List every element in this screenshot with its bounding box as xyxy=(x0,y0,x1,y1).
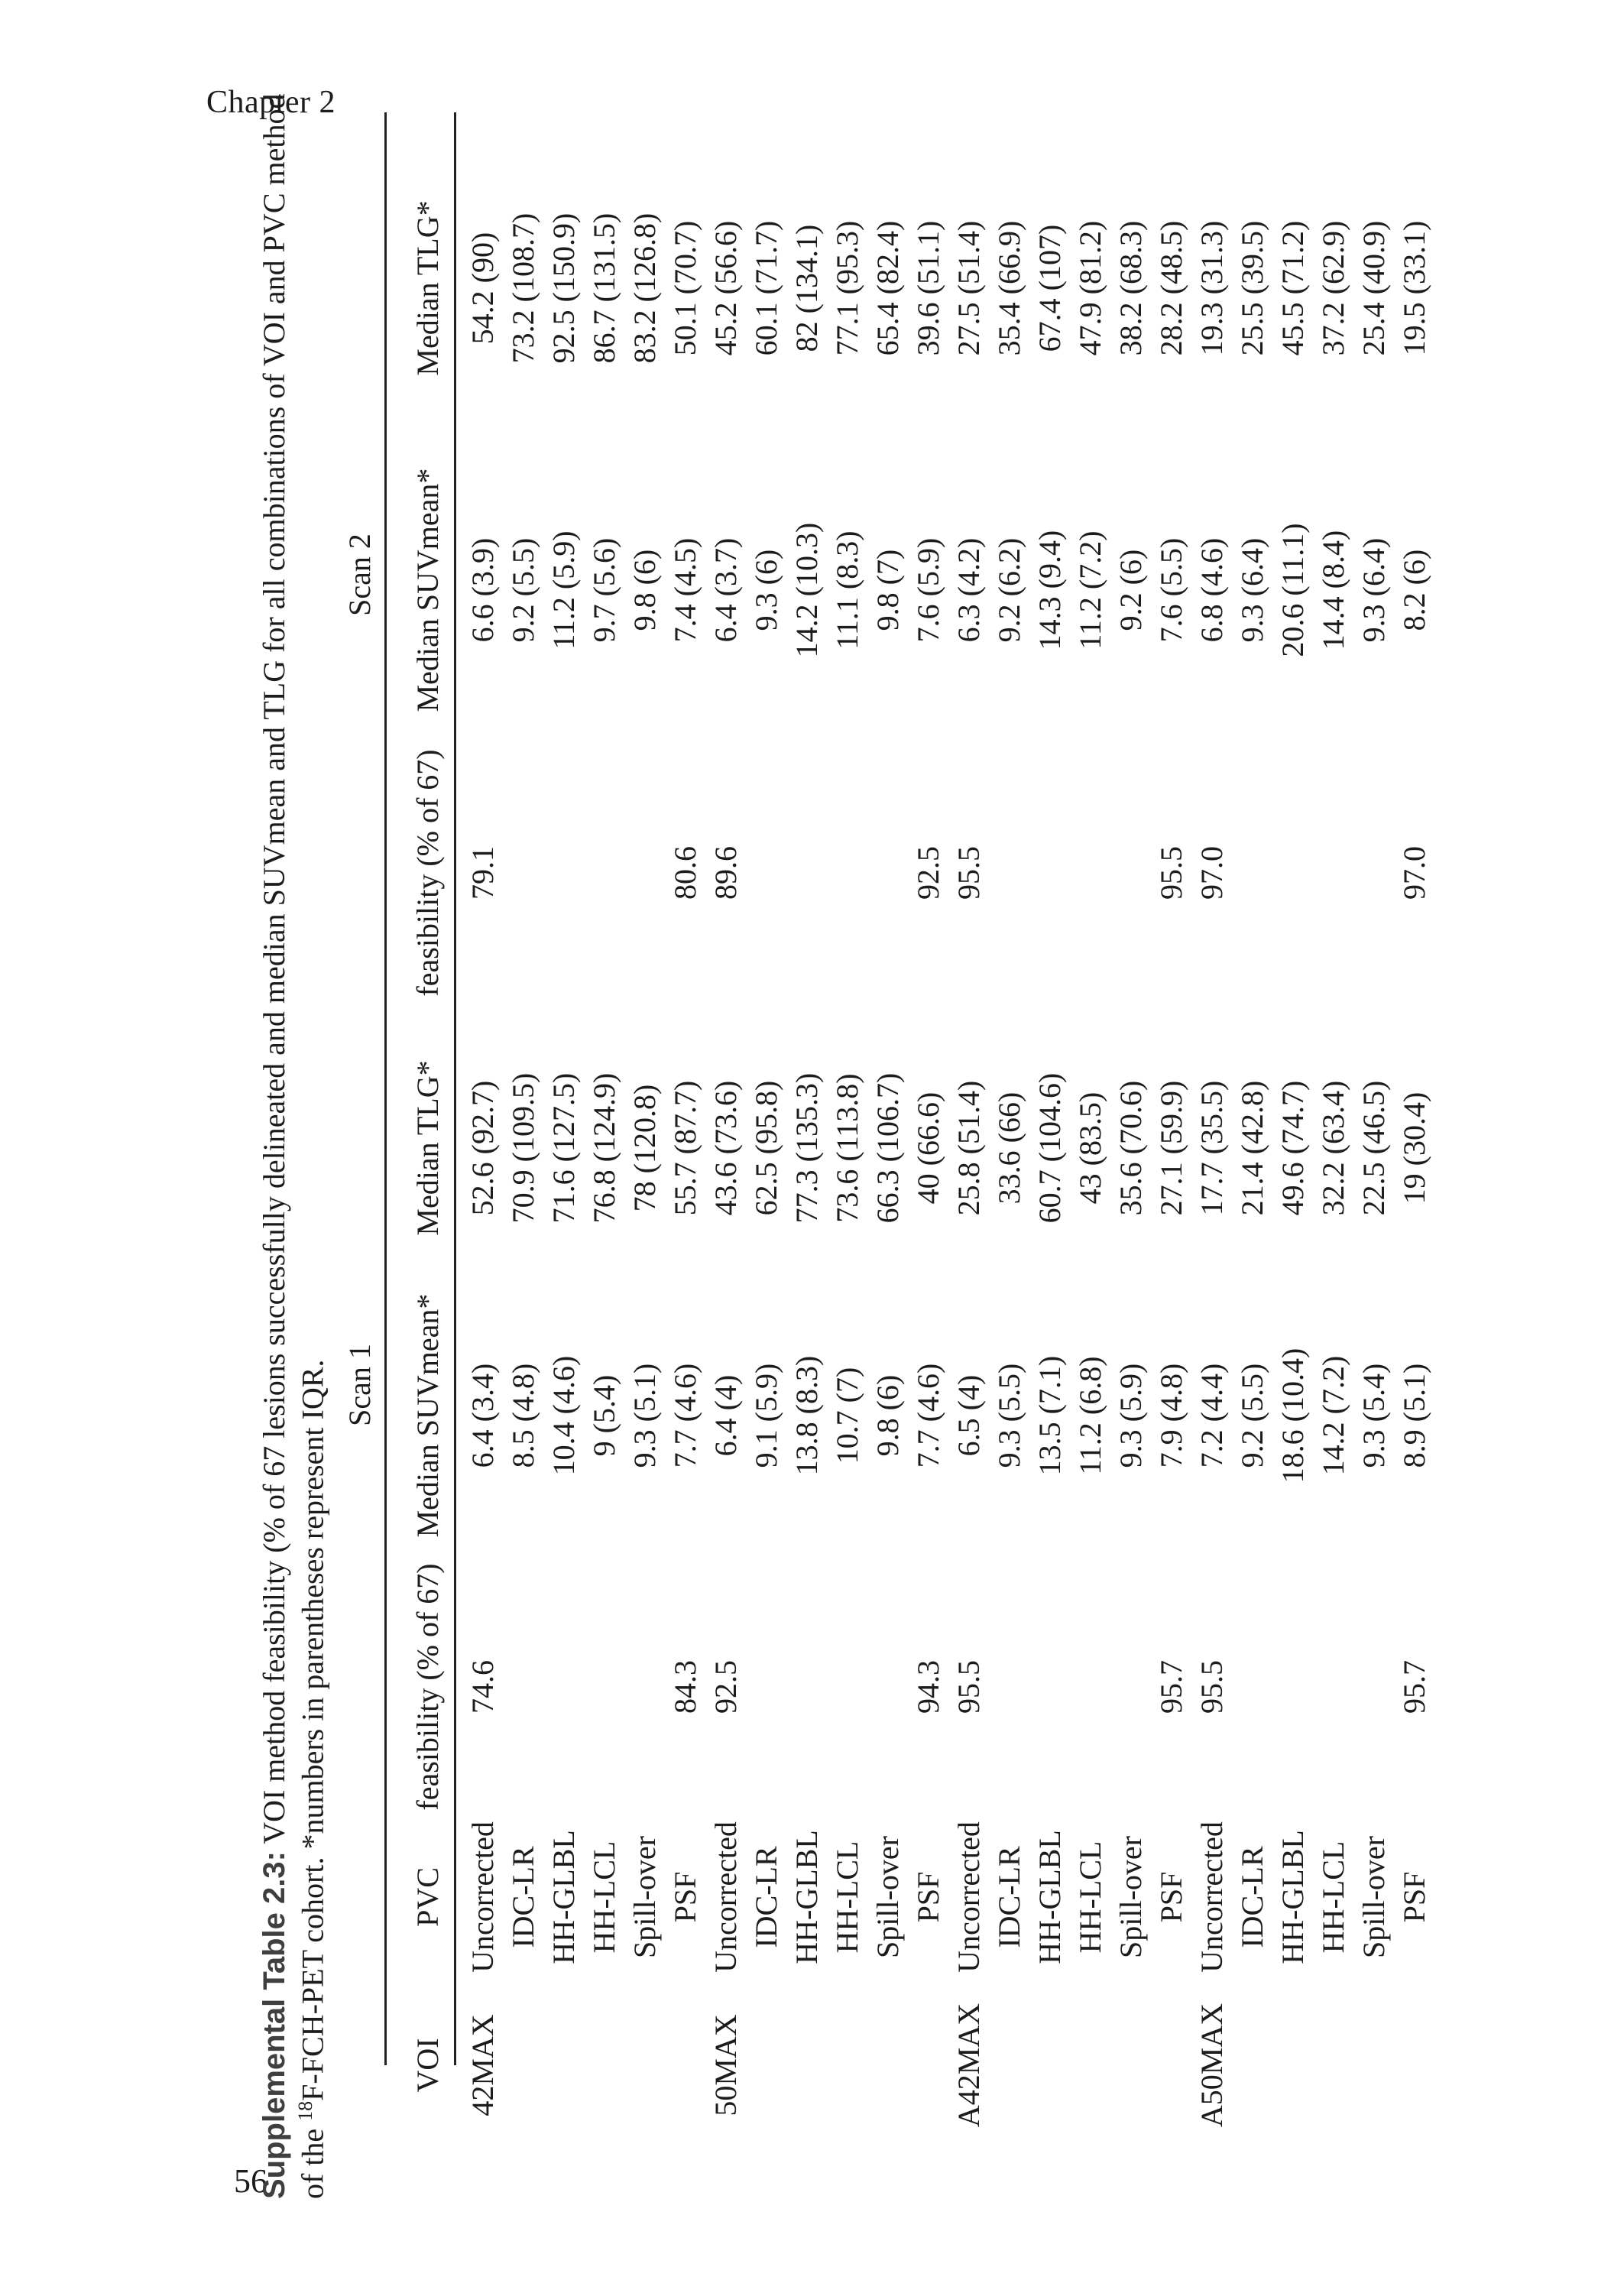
cell-pvc: Uncorrected xyxy=(465,1821,500,1973)
cell-pvc: Spill-over xyxy=(1113,1836,1148,1958)
cell-scan1-feasibility: 95.5 xyxy=(951,1660,986,1714)
cell-scan1-tlg: 66.3 (106.7) xyxy=(870,1072,905,1224)
cell-scan2-tlg: 67.4 (107) xyxy=(1032,224,1067,352)
cell-scan1-tlg: 43.6 (73.6) xyxy=(708,1080,743,1216)
table-caption-label: Supplemental Table 2.3: xyxy=(258,1851,291,2199)
table-row xyxy=(1029,109,1070,2203)
cell-scan1-suvmean: 7.7 (4.6) xyxy=(911,1363,945,1468)
cell-voi: A42MAX xyxy=(951,2003,986,2128)
cell-scan1-suvmean: 11.2 (6.8) xyxy=(1073,1356,1107,1475)
cell-pvc: PSF xyxy=(1397,1871,1431,1923)
cell-scan2-suvmean: 9.8 (6) xyxy=(627,549,662,631)
cell-pvc: IDC-LR xyxy=(506,1846,540,1948)
cell-scan2-feasibility xyxy=(584,731,624,1014)
table-row xyxy=(462,109,503,2203)
cell-scan1-suvmean: 7.7 (4.6) xyxy=(668,1363,702,1468)
cell-scan1-suvmean: 9.3 (5.4) xyxy=(1357,1363,1391,1468)
cell-scan1-tlg: 22.5 (46.5) xyxy=(1357,1080,1391,1216)
cell-scan2-feasibility xyxy=(624,731,665,1014)
cell-scan2-suvmean: 6.3 (4.2) xyxy=(951,537,986,643)
cell-scan2-tlg: 37.2 (62.9) xyxy=(1316,220,1350,356)
cell-scan2-suvmean: 9.2 (5.5) xyxy=(506,537,540,643)
table-row xyxy=(705,109,746,2203)
cell-scan1-feasibility xyxy=(1029,1545,1070,1828)
cell-pvc: IDC-LR xyxy=(992,1846,1026,1948)
cell-scan1-tlg: 55.7 (87.7) xyxy=(668,1080,702,1216)
cell-scan2-feasibility: 89.6 xyxy=(708,846,743,900)
cell-pvc: HH-LCL xyxy=(1073,1841,1107,1954)
table-caption-line2-prefix: of the xyxy=(295,2120,330,2199)
cell-scan2-tlg: 35.4 (66.9) xyxy=(992,220,1026,356)
cell-scan2-suvmean: 9.7 (5.6) xyxy=(587,537,621,643)
cell-scan2-tlg: 25.4 (40.9) xyxy=(1357,220,1391,356)
cell-scan1-tlg: 32.2 (63.4) xyxy=(1316,1080,1350,1216)
cell-scan2-feasibility xyxy=(503,731,543,1014)
cell-scan1-tlg: 43 (83.5) xyxy=(1073,1091,1107,1205)
cell-scan2-feasibility xyxy=(1272,731,1313,1014)
cell-scan2-tlg: 73.2 (108.7) xyxy=(506,212,540,364)
cell-scan2-tlg: 25.5 (39.5) xyxy=(1235,220,1269,356)
cell-scan2-feasibility: 92.5 xyxy=(911,846,945,900)
table-row xyxy=(1313,109,1353,2203)
cell-scan2-feasibility xyxy=(543,731,584,1014)
table-row xyxy=(1191,109,1232,2203)
cell-scan2-suvmean: 7.6 (5.5) xyxy=(1154,537,1188,643)
cell-scan1-suvmean: 9.3 (5.1) xyxy=(627,1363,662,1468)
cell-scan2-tlg: 45.5 (71.2) xyxy=(1276,220,1310,356)
cell-scan1-feasibility xyxy=(786,1545,827,1828)
cell-scan2-tlg: 47.9 (81.2) xyxy=(1073,220,1107,356)
table-rows xyxy=(256,109,1441,2203)
cell-scan1-suvmean: 9.3 (5.5) xyxy=(992,1363,1026,1468)
cell-scan1-tlg: 35.6 (70.6) xyxy=(1113,1080,1148,1216)
cell-scan1-tlg: 49.6 (74.7) xyxy=(1276,1080,1310,1216)
cell-pvc: HH-GLBL xyxy=(1032,1830,1067,1964)
cell-scan1-tlg: 33.6 (66) xyxy=(992,1091,1026,1205)
cell-scan1-feasibility xyxy=(1353,1545,1394,1828)
table-caption-line2-rest: F-FCH-PET cohort. *numbers in parentheses represent IQR. xyxy=(295,1359,330,2101)
cell-scan1-suvmean: 8.9 (5.1) xyxy=(1397,1363,1431,1468)
cell-scan2-feasibility xyxy=(867,731,908,1014)
cell-scan1-suvmean: 18.6 (10.4) xyxy=(1276,1348,1310,1484)
column-header-feasibility-s1: feasibility (% of 67) xyxy=(410,1563,445,1811)
cell-scan1-feasibility: 95.7 xyxy=(1154,1660,1188,1714)
column-header-tlg-s1: Median TLG* xyxy=(410,1060,445,1236)
page-number: 56 xyxy=(234,2162,267,2200)
table-row xyxy=(1151,109,1191,2203)
rotated-supplemental-table xyxy=(256,93,1441,2203)
table-row xyxy=(786,109,827,2203)
column-header-pvc: PVC xyxy=(410,1867,445,1927)
cell-scan2-feasibility xyxy=(1110,731,1151,1014)
cell-scan1-feasibility: 92.5 xyxy=(708,1660,743,1714)
column-header-tlg-s2: Median TLG* xyxy=(410,200,445,376)
cell-scan2-suvmean: 8.2 (6) xyxy=(1397,549,1431,631)
cell-scan1-tlg: 71.6 (127.5) xyxy=(546,1072,581,1224)
cell-scan2-suvmean: 14.3 (9.4) xyxy=(1032,530,1067,650)
cell-scan1-tlg: 25.8 (51.4) xyxy=(951,1080,986,1216)
cell-scan2-feasibility xyxy=(827,731,867,1014)
cell-scan1-suvmean: 9.1 (5.9) xyxy=(749,1363,783,1468)
table-row xyxy=(503,109,543,2203)
cell-scan2-feasibility xyxy=(989,731,1029,1014)
cell-scan2-tlg: 45.2 (56.6) xyxy=(708,220,743,356)
cell-scan2-suvmean: 7.4 (4.5) xyxy=(668,537,702,643)
cell-scan2-tlg: 92.5 (150.9) xyxy=(546,212,581,364)
cell-scan1-suvmean: 6.4 (4) xyxy=(708,1374,743,1457)
cell-scan1-tlg: 78 (120.8) xyxy=(627,1084,662,1212)
cell-scan2-tlg: 54.2 (90) xyxy=(465,232,500,345)
table-row xyxy=(1070,109,1110,2203)
cell-scan2-suvmean: 9.3 (6.4) xyxy=(1357,537,1391,643)
cell-pvc: IDC-LR xyxy=(1235,1846,1269,1948)
cell-scan2-suvmean: 11.1 (8.3) xyxy=(830,530,864,650)
cell-scan1-tlg: 76.8 (124.9) xyxy=(587,1072,621,1224)
cell-pvc: HH-LCL xyxy=(830,1841,864,1954)
table-row xyxy=(948,109,989,2203)
cell-scan2-feasibility xyxy=(746,731,786,1014)
cell-scan2-tlg: 65.4 (82.4) xyxy=(870,220,905,356)
cell-scan1-feasibility: 74.6 xyxy=(465,1660,500,1714)
cell-scan2-suvmean: 9.3 (6) xyxy=(749,549,783,631)
table-row xyxy=(827,109,867,2203)
cell-scan2-suvmean: 9.2 (6.2) xyxy=(992,537,1026,643)
cell-scan1-tlg: 17.7 (35.5) xyxy=(1194,1080,1229,1216)
cell-scan1-tlg: 21.4 (42.8) xyxy=(1235,1080,1269,1216)
cell-scan1-feasibility xyxy=(543,1545,584,1828)
cell-scan2-suvmean: 6.8 (4.6) xyxy=(1194,537,1229,643)
cell-scan1-tlg: 70.9 (109.5) xyxy=(506,1072,540,1224)
cell-voi: 50MAX xyxy=(708,2014,743,2116)
cell-scan1-suvmean: 13.5 (7.1) xyxy=(1032,1355,1067,1476)
cell-scan1-tlg: 40 (66.6) xyxy=(911,1091,945,1205)
cell-scan1-feasibility: 95.7 xyxy=(1397,1660,1431,1714)
cell-scan2-suvmean: 7.6 (5.9) xyxy=(911,537,945,643)
cell-scan2-suvmean: 14.4 (8.4) xyxy=(1316,530,1350,650)
cell-scan2-feasibility: 79.1 xyxy=(465,846,500,900)
cell-scan1-suvmean: 9.3 (5.9) xyxy=(1113,1363,1148,1468)
cell-scan1-suvmean: 10.4 (4.6) xyxy=(546,1355,581,1476)
cell-scan1-feasibility xyxy=(584,1545,624,1828)
cell-scan1-tlg: 73.6 (113.8) xyxy=(830,1073,864,1223)
cell-scan2-suvmean: 9.3 (6.4) xyxy=(1235,537,1269,643)
cell-scan1-suvmean: 10.7 (7) xyxy=(830,1367,864,1464)
column-header-voi: VOI xyxy=(410,2038,445,2093)
cell-scan2-suvmean: 9.2 (6) xyxy=(1113,549,1148,631)
cell-scan2-tlg: 28.2 (48.5) xyxy=(1154,220,1188,356)
cell-pvc: HH-LCL xyxy=(1316,1841,1350,1954)
cell-pvc: HH-GLBL xyxy=(789,1830,824,1964)
cell-scan2-feasibility xyxy=(1232,731,1272,1014)
cell-scan1-feasibility xyxy=(1110,1545,1151,1828)
cell-pvc: HH-GLBL xyxy=(546,1830,581,1964)
cell-scan1-suvmean: 9.8 (6) xyxy=(870,1374,905,1457)
cell-scan1-tlg: 60.7 (104.6) xyxy=(1032,1072,1067,1224)
cell-pvc: Uncorrected xyxy=(708,1821,743,1973)
cell-scan2-feasibility xyxy=(1353,731,1394,1014)
cell-scan1-feasibility xyxy=(1272,1545,1313,1828)
cell-scan1-feasibility xyxy=(746,1545,786,1828)
cell-pvc: PSF xyxy=(1154,1871,1188,1923)
cell-pvc: Uncorrected xyxy=(1194,1821,1229,1973)
table-row xyxy=(543,109,584,2203)
column-header-feasibility-s2: feasibility (% of 67) xyxy=(410,749,445,997)
cell-pvc: Spill-over xyxy=(627,1836,662,1958)
cell-scan1-tlg: 62.5 (95.8) xyxy=(749,1080,783,1216)
cell-scan1-feasibility xyxy=(1070,1545,1110,1828)
table-row xyxy=(584,109,624,2203)
cell-scan2-suvmean: 20.6 (11.1) xyxy=(1276,523,1310,657)
cell-pvc: PSF xyxy=(911,1871,945,1923)
cell-scan1-tlg: 77.3 (135.3) xyxy=(789,1072,824,1224)
cell-scan1-feasibility: 95.5 xyxy=(1194,1660,1229,1714)
cell-scan2-feasibility xyxy=(1070,731,1110,1014)
cell-pvc: HH-LCL xyxy=(587,1841,621,1954)
cell-pvc: Uncorrected xyxy=(951,1821,986,1973)
cell-pvc: Spill-over xyxy=(1357,1836,1391,1958)
cell-scan2-tlg: 38.2 (68.3) xyxy=(1113,220,1148,356)
table-row xyxy=(1110,109,1151,2203)
cell-scan2-tlg: 19.5 (33.1) xyxy=(1397,220,1431,356)
cell-scan1-suvmean: 7.9 (4.8) xyxy=(1154,1363,1188,1468)
column-header-suvmean-s2: Median SUVmean* xyxy=(410,468,445,712)
cell-scan1-suvmean: 14.2 (7.2) xyxy=(1316,1355,1350,1476)
table-row xyxy=(665,109,705,2203)
cell-scan2-suvmean: 6.4 (3.7) xyxy=(708,537,743,643)
cell-scan1-feasibility xyxy=(503,1545,543,1828)
cell-scan2-tlg: 27.5 (51.4) xyxy=(951,220,986,356)
cell-scan2-tlg: 83.2 (126.8) xyxy=(627,212,662,364)
cell-scan2-tlg: 39.6 (51.1) xyxy=(911,220,945,356)
cell-scan1-feasibility xyxy=(827,1545,867,1828)
cell-scan1-feasibility xyxy=(1232,1545,1272,1828)
table-row xyxy=(908,109,948,2203)
cell-scan1-feasibility xyxy=(867,1545,908,1828)
cell-scan1-tlg: 19 (30.4) xyxy=(1397,1091,1431,1205)
cell-scan2-feasibility: 97.0 xyxy=(1194,846,1229,900)
cell-scan1-suvmean: 9.2 (5.5) xyxy=(1235,1363,1269,1468)
cell-scan2-tlg: 77.1 (95.3) xyxy=(830,220,864,356)
cell-scan1-feasibility xyxy=(989,1545,1029,1828)
table-row xyxy=(1353,109,1394,2203)
cell-scan1-suvmean: 6.5 (4) xyxy=(951,1374,986,1457)
cell-scan2-suvmean: 11.2 (5.9) xyxy=(546,530,581,650)
cell-voi: A50MAX xyxy=(1194,2003,1229,2128)
chapter-header: Chapter 2 xyxy=(206,85,335,120)
cell-scan1-suvmean: 8.5 (4.8) xyxy=(506,1363,540,1468)
column-header-suvmean-s1: Median SUVmean* xyxy=(410,1293,445,1538)
cell-scan2-feasibility xyxy=(786,731,827,1014)
cell-pvc: HH-GLBL xyxy=(1276,1830,1310,1964)
cell-scan2-suvmean: 11.2 (7.2) xyxy=(1073,530,1107,650)
cell-scan2-tlg: 19.3 (31.3) xyxy=(1194,220,1229,356)
cell-scan2-suvmean: 6.6 (3.9) xyxy=(465,537,500,643)
table-row xyxy=(989,109,1029,2203)
cell-scan2-feasibility xyxy=(1029,731,1070,1014)
table-row xyxy=(1394,109,1434,2203)
cell-pvc: PSF xyxy=(668,1871,702,1923)
table-row xyxy=(624,109,665,2203)
cell-scan2-tlg: 82 (134.1) xyxy=(789,224,824,352)
cell-scan1-suvmean: 13.8 (8.3) xyxy=(789,1355,824,1476)
cell-scan1-feasibility: 94.3 xyxy=(911,1660,945,1714)
cell-scan1-feasibility: 84.3 xyxy=(668,1660,702,1714)
cell-scan2-tlg: 60.1 (71.7) xyxy=(749,220,783,356)
table-row xyxy=(1272,109,1313,2203)
cell-scan2-feasibility xyxy=(1313,731,1353,1014)
cell-scan2-suvmean: 9.8 (7) xyxy=(870,549,905,631)
cell-voi: 42MAX xyxy=(465,2014,500,2116)
table-row xyxy=(746,109,786,2203)
table-row xyxy=(1232,109,1272,2203)
cell-scan1-tlg: 52.6 (92.7) xyxy=(465,1080,500,1216)
cell-scan2-feasibility: 95.5 xyxy=(951,846,986,900)
cell-scan1-suvmean: 6.4 (3.4) xyxy=(465,1363,500,1468)
cell-scan2-tlg: 86.7 (131.5) xyxy=(587,212,621,364)
cell-scan2-feasibility: 95.5 xyxy=(1154,846,1188,900)
cell-scan2-feasibility: 80.6 xyxy=(668,846,702,900)
cell-scan1-feasibility xyxy=(1313,1545,1353,1828)
isotope-superscript: 18 xyxy=(294,2100,316,2121)
cell-pvc: Spill-over xyxy=(870,1836,905,1958)
cell-scan2-suvmean: 14.2 (10.3) xyxy=(789,522,824,658)
cell-scan2-feasibility: 97.0 xyxy=(1397,846,1431,900)
table-row xyxy=(867,109,908,2203)
cell-scan1-feasibility xyxy=(624,1545,665,1828)
scan2-group-header: Scan 2 xyxy=(342,534,377,616)
table-caption-text: VOI method feasibility (% of 67 lesions successfully delineated and median SUVmean and TLG for all combinations of VOI and PVC method xyxy=(257,93,291,1844)
scan1-group-header: Scan 1 xyxy=(342,1344,377,1426)
cell-pvc: IDC-LR xyxy=(749,1846,783,1948)
cell-scan1-suvmean: 7.2 (4.4) xyxy=(1194,1363,1229,1468)
cell-scan1-suvmean: 9 (5.4) xyxy=(587,1374,621,1457)
cell-scan1-tlg: 27.1 (59.9) xyxy=(1154,1080,1188,1216)
cell-scan2-tlg: 50.1 (70.7) xyxy=(668,220,702,356)
